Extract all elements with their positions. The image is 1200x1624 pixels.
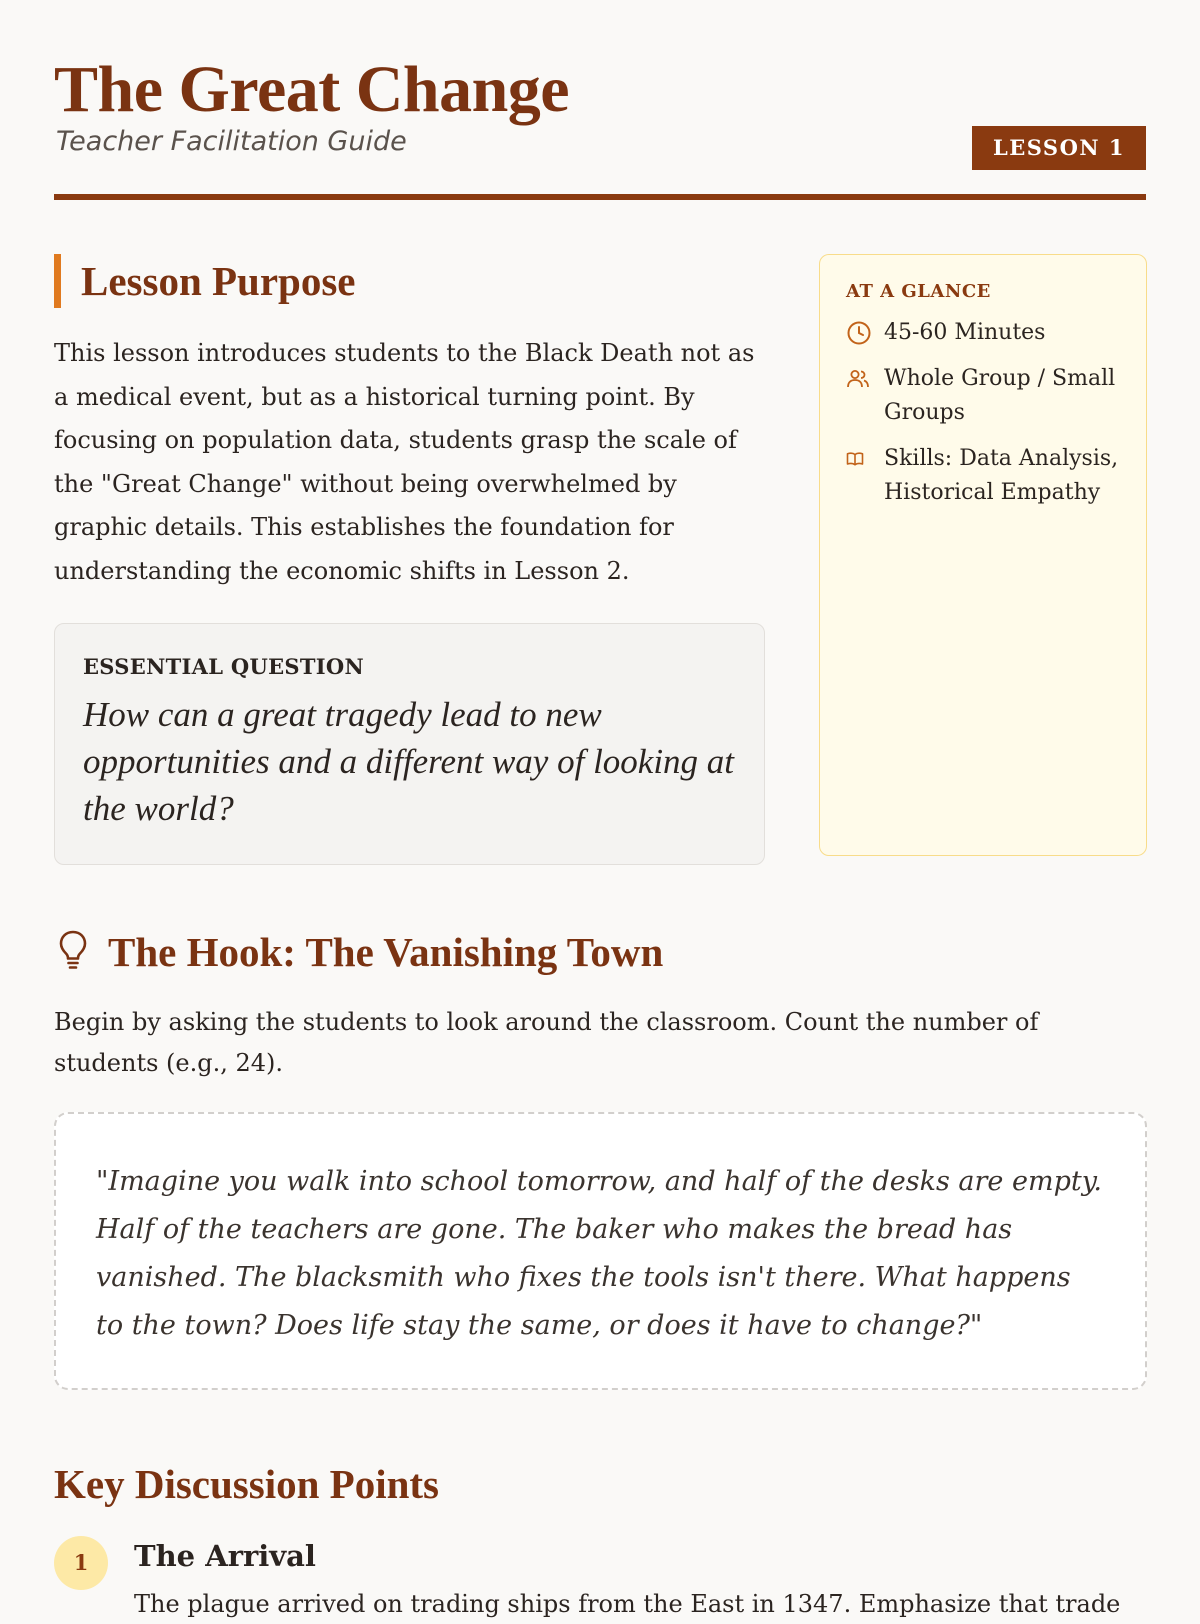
essential-question-label: ESSENTIAL QUESTION <box>83 654 365 679</box>
essential-question-box <box>54 623 765 865</box>
page-subtitle: Teacher Facilitation Guide <box>56 126 407 157</box>
at-a-glance-label: AT A GLANCE <box>846 281 991 302</box>
page-header <box>54 0 1146 200</box>
glance-item-duration-text: 45-60 Minutes <box>884 320 1046 345</box>
at-a-glance-panel <box>819 254 1147 856</box>
discussion-point-text: The plague arrived on trading ships from the East in 1347. Emphasize that trade <box>134 1590 1121 1618</box>
lesson-purpose-heading-bar <box>54 254 765 308</box>
glance-item-grouping <box>846 362 1120 430</box>
lesson-purpose-text: This lesson introduces students to the Black Death not as a medical event, but as a historical turning point. By focusing on population data, students grasp the scale of the "Great Change" without being overwhelmed by graphic details. This establishes the foundation for understanding the economic shifts in Lesson 2. <box>54 339 755 585</box>
glance-item-skills-text: Skills: Data Analysis, Historical Empathy <box>884 446 1119 505</box>
lesson-badge: LESSON 1 <box>972 126 1146 170</box>
glance-item-duration <box>846 316 1120 350</box>
discussion-point-title: The Arrival <box>134 1539 316 1573</box>
key-discussion-heading: Key Discussion Points <box>54 1461 439 1507</box>
hook-heading: The Hook: The Vanishing Town <box>108 929 664 975</box>
discussion-point-number: 1 <box>54 1536 108 1590</box>
page-title: The Great Change <box>54 53 570 126</box>
key-discussion-section <box>54 1460 1147 1624</box>
lesson-purpose-heading: Lesson Purpose <box>81 258 356 304</box>
discussion-point <box>54 1536 1147 1624</box>
clock-icon <box>846 316 874 350</box>
hook-heading-row <box>54 922 1147 982</box>
hook-quote-text: "Imagine you walk into school tomorrow, and half of the desks are empty. Half of the teachers are gone. The baker who makes the bread has vanished. The blacksmith who fixes the tools isn't there. What happens to the town? Does life stay the same, or does it have to change?" <box>96 1166 1102 1341</box>
users-icon <box>846 362 874 396</box>
hook-intro-text: Begin by asking the students to look around the classroom. Count the number of students (e.g., 24). <box>54 1008 1039 1077</box>
essential-question-text: How can a great tragedy lead to new opportunities and a different way of looking at the world? <box>83 695 735 828</box>
hook-quote-box <box>54 1112 1147 1390</box>
lesson-purpose-section <box>54 254 765 865</box>
glance-item-grouping-text: Whole Group / Small Groups <box>884 366 1116 425</box>
lightbulb-icon <box>54 928 92 976</box>
glance-item-skills <box>846 442 1120 510</box>
hook-section <box>54 922 1147 1390</box>
book-icon <box>846 442 874 476</box>
